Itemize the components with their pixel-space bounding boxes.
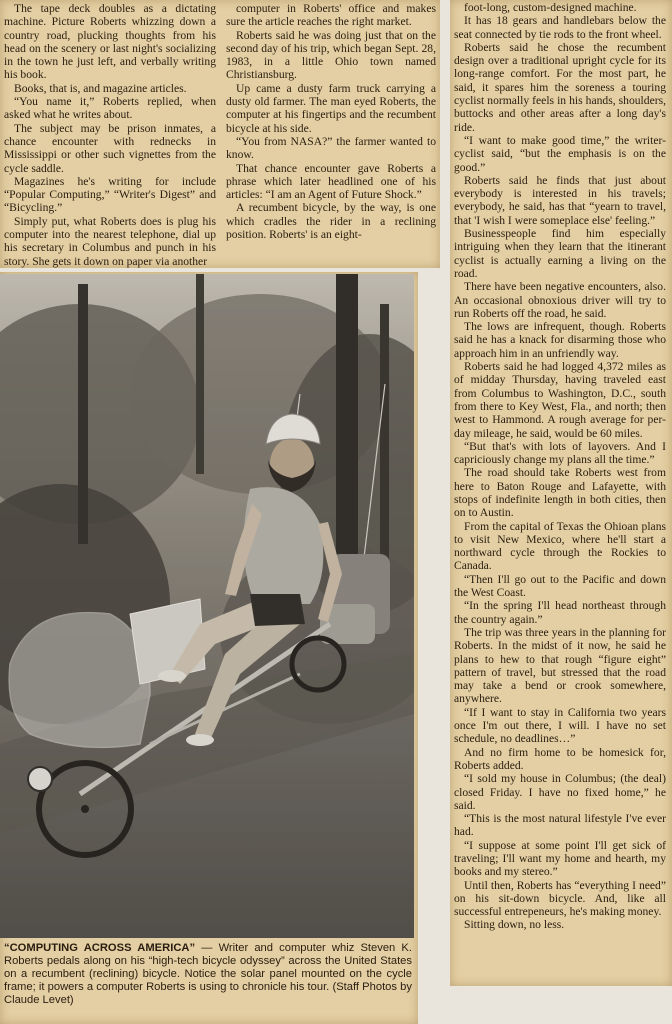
paragraph: Magazines he's writing for include “Popular Computing,” “Writer's Digest” and “Bicycling.” xyxy=(4,174,216,215)
article-column-1 xyxy=(4,2,216,268)
paragraph: And no firm home to be homesick for, Roberts added. xyxy=(454,745,666,772)
paragraph: Roberts said he was doing just that on the second day of his trip, which began Sept. 28, 1983, in a little Ohio town named Christiansburg. xyxy=(226,28,436,82)
paragraph: The lows are infrequent, though. Roberts said he has a knack for disarming those who approach him in an unfriendly way. xyxy=(454,320,666,360)
paragraph: “I suppose at some point I'll get sick of traveling; I'll want my home and hearth, my books and my stereo.” xyxy=(454,838,666,879)
paragraph: “I sold my house in Columbus; (the deal) closed Friday. I have no fixed home,” he said. xyxy=(454,772,666,812)
paragraph: Businesspeople find him especially intriguing when they learn that the itinerant cyclist is actually earning a living on the road. xyxy=(454,227,666,280)
paragraph: Roberts said he had logged 4,372 miles as of midday Thursday, having traveled east from Columbus to Washington, D.C., south from there to Key West, Fla., and north; then west to Hammond. A rough average for per-day mileage, he said, would be 60 miles. xyxy=(454,360,666,440)
paragraph: “You name it,” Roberts replied, when asked what he writes about. xyxy=(4,95,216,122)
caption-body: — Writer and computer whiz Steven K. Roberts pedals along on his “high-tech bicycle odyssey” across the United States on a recumbent (reclining) bicycle. Notice the solar panel mounted on the cycle frame; it powers a computer Roberts is using to chronicle his tour. (Staff Photos by Claude Levet) xyxy=(4,942,412,1007)
caption-text xyxy=(4,942,412,1007)
paragraph: Up came a dusty farm truck carrying a dusty old farmer. The man eyed Roberts, the computer at his fingertips and the recumbent bicycle at his side. xyxy=(226,81,436,135)
clipping-photo xyxy=(0,272,418,1024)
paragraph: computer in Roberts' office and makes sure the article reaches the right market. xyxy=(226,2,436,29)
paragraph: There have been negative encounters, also. An occasional obnoxious driver will try to run Roberts off the road, he said. xyxy=(454,280,666,320)
paragraph: “In the spring I'll head northeast through the country again.” xyxy=(454,599,666,626)
paragraph: Sitting down, no less. xyxy=(464,918,565,932)
paragraph: Until then, Roberts has “everything I need” on his sit-down bicycle. And, like all successful entrepeneurs, he's making money. xyxy=(454,878,666,919)
news-photo xyxy=(0,274,414,938)
cyclist-photo-illustration xyxy=(0,274,414,938)
paragraph: That chance encounter gave Roberts a phrase which later headlined one of his articles: “I am an Agent of Future Shock.” xyxy=(226,161,436,202)
paragraph: “This is the most natural lifestyle I've ever had. xyxy=(454,812,666,839)
photo-caption xyxy=(4,942,412,1007)
paragraph: The road should take Roberts west from here to Baton Rouge and Lafayette, with stops of indefinite length in both cities, then on to Austin. xyxy=(454,466,666,520)
paragraph: It has 18 gears and handlebars below the seat connected by tie rods to the front wheel. xyxy=(454,14,666,41)
paragraph: Roberts said he chose the recumbent design over a traditional upright cycle for its long-range comfort. For the most part, he said, it spares him the soreness a touring cyclist normally feels in his hands, shoulders, buttocks and other areas after a long day's ride. xyxy=(454,40,666,134)
paragraph: From the capital of Texas the Ohioan plans to visit New Mexico, where he'll start a northward cycle through the Rockies to Canada. xyxy=(454,519,666,573)
article-column-2 xyxy=(226,2,436,241)
paragraph: The trip was three years in the planning for Roberts. In the midst of it now, he said he plans to hew to that rough “figure eight” pattern of travel, but stressed that the road may take a bend or crook somewhere, anywhere. xyxy=(454,625,666,706)
paragraph: “I want to make good time,” the writer-cyclist said, “but the emphasis is on the good.” xyxy=(454,133,666,174)
paragraph: “But that's with lots of layovers. And I capriciously change my plans all the time.” xyxy=(454,439,666,467)
paragraph: A recumbent bicycle, by the way, is one which cradles the rider in a reclining position. Roberts' is an eight- xyxy=(226,201,436,242)
paragraph: Books, that is, and magazine articles. xyxy=(14,81,187,95)
clipping-top xyxy=(0,0,440,268)
paragraph: “Then I'll go out to the Pacific and down the West Coast. xyxy=(454,572,666,600)
paragraph: The tape deck doubles as a dictating machine. Picture Roberts whizzing down a country road, plucking thoughts from his head on the scenery or last night's socializing in the town he just left, and verbally writing his book. xyxy=(4,2,216,82)
paragraph: “If I want to stay in California two years once I'm out there, I will. I have no set schedule, no deadlines…” xyxy=(454,705,666,746)
paragraph: “You from NASA?” the farmer wanted to know. xyxy=(226,134,436,162)
paragraph: The subject may be prison inmates, a chance encounter with rednecks in Mississippi or other such vignettes from the cycle saddle. xyxy=(4,121,216,175)
clipping-right-column xyxy=(450,0,672,986)
caption-lead: “COMPUTING ACROSS AMERICA” xyxy=(4,942,196,954)
paragraph: Simply put, what Roberts does is plug his computer into the nearest telephone, dial up his secretary in Columbus and punch in his story. She gets it down on paper via another xyxy=(4,214,216,268)
paragraph: Roberts said he finds that just about everybody is interested in his travels; everybody, he said, has that “yearn to travel, that 'I wish I were someplace else' feeling.” xyxy=(454,173,666,227)
paragraph: foot-long, custom-designed machine. xyxy=(464,1,637,14)
article-column-3 xyxy=(454,1,666,932)
